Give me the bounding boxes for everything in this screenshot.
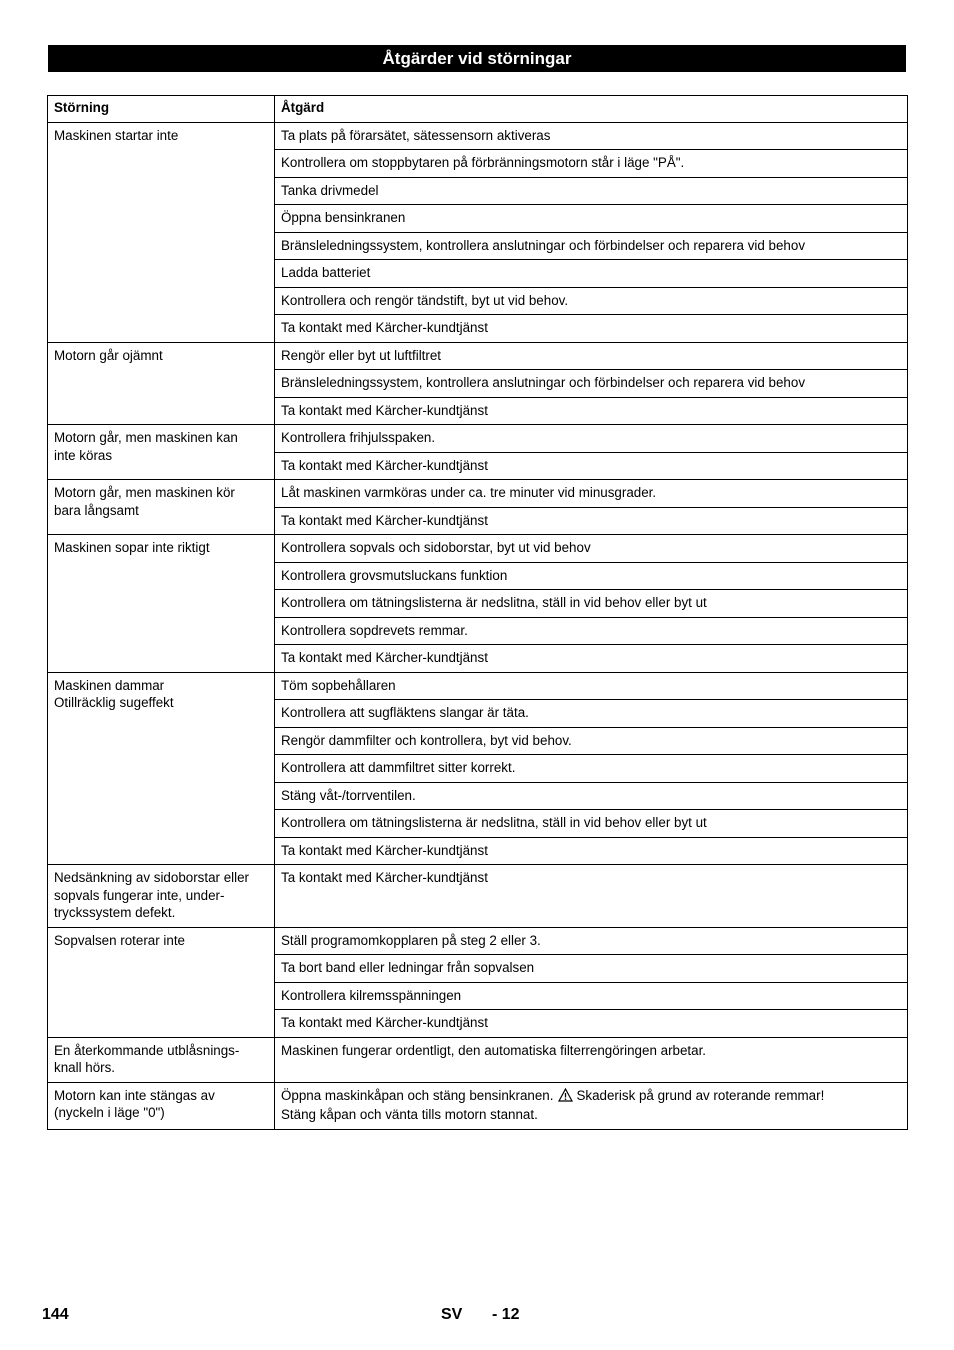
table-row — [48, 425, 908, 453]
action-cell: Kontrollera om tätningslisterna är nedslitna, ställ in vid behov eller byt ut — [275, 810, 908, 838]
fault-line: inte köras — [54, 447, 113, 463]
fault-line: Motorn går ojämnt — [54, 347, 163, 363]
table-row — [48, 927, 908, 955]
fault-line: Nedsänkning av sidoborstar eller — [54, 870, 250, 885]
fault-line: Maskinen sopar inte riktigt — [54, 540, 210, 555]
action-cell: Ställ programomkopplaren på steg 2 eller 3. — [275, 927, 908, 955]
fault-cell — [48, 1037, 275, 1082]
action-cell: Ta kontakt med Kärcher-kundtjänst — [275, 315, 908, 343]
action-cell: Kontrollera om tätningslisterna är nedslitna, ställ in vid behov eller byt ut — [275, 590, 908, 618]
page-number: 144 — [42, 1306, 69, 1323]
action-line — [281, 1087, 901, 1107]
action-cell: Kontrollera att sugfläktens slangar är täta. — [275, 700, 908, 728]
action-cell: Kontrollera och rengör tändstift, byt ut vid behov. — [275, 287, 908, 315]
action-cell: Kontrollera frihjulsspaken. — [275, 425, 908, 453]
action-cell: Ta kontakt med Kärcher-kundtjänst — [275, 1010, 908, 1038]
fault-line: Otillräcklig sugeffekt — [54, 695, 174, 710]
fault-line: tryckssystem defekt. — [54, 905, 176, 920]
fault-line: Motorn kan inte stängas av — [54, 1087, 215, 1103]
action-cell: Kontrollera grovsmutsluckans funktion — [275, 562, 908, 590]
table-row — [48, 535, 908, 563]
action-cell: Ta kontakt med Kärcher-kundtjänst — [275, 397, 908, 425]
action-cell: Maskinen fungerar ordentligt, den automatiska filterrengöringen arbetar. — [275, 1037, 908, 1082]
action-cell: Öppna bensinkranen — [275, 205, 908, 233]
fault-line: Motorn går, men maskinen kör — [54, 485, 235, 500]
table-row — [48, 122, 908, 150]
action-cell: Kontrollera kilremsspänningen — [275, 982, 908, 1010]
action-cell: Kontrollera om stoppbytaren på förbränningsmotorn står i läge "PÅ". — [275, 150, 908, 178]
table-row — [48, 865, 908, 928]
action-cell: Ta kontakt med Kärcher-kundtjänst — [275, 837, 908, 865]
fault-line: sopvals fungerar inte, under- — [54, 887, 225, 903]
action-cell: Bränsleledningssystem, kontrollera anslutningar och förbindelser och reparera vid behov — [275, 232, 908, 260]
action-cell: Ladda batteriet — [275, 260, 908, 288]
warning-text: Skaderisk på grund av roterande remmar! — [576, 1087, 825, 1103]
action-cell: Ta kontakt med Kärcher-kundtjänst — [275, 645, 908, 673]
fault-line: knall hörs. — [54, 1060, 116, 1075]
fault-cell — [48, 927, 275, 1037]
action-line: Stäng kåpan och vänta tills motorn stannat. — [281, 1107, 538, 1122]
header-fault: Störning — [48, 96, 275, 123]
fault-line: (nyckeln i läge "0") — [54, 1105, 165, 1120]
fault-line: En återkommande utblåsnings- — [54, 1042, 240, 1058]
fault-cell — [48, 342, 275, 425]
action-cell: Stäng våt-/torrventilen. — [275, 782, 908, 810]
fault-line: Maskinen dammar — [54, 677, 165, 693]
fault-line: Sopvalsen roterar inte — [54, 932, 186, 948]
fault-cell — [48, 1082, 275, 1129]
action-cell: Bränsleledningssystem, kontrollera anslutningar och förbindelser och reparera vid behov — [275, 370, 908, 398]
section-number: - 12 — [492, 1306, 520, 1323]
fault-cell — [48, 865, 275, 928]
header-action: Åtgärd — [275, 96, 908, 123]
table-row — [48, 1037, 908, 1082]
action-cell: Töm sopbehållaren — [275, 672, 908, 700]
action-cell: Ta kontakt med Kärcher-kundtjänst — [275, 865, 908, 928]
action-text: Öppna maskinkåpan och stäng bensinkranen. — [281, 1087, 554, 1103]
fault-cell — [48, 672, 275, 865]
action-cell: Kontrollera sopvals och sidoborstar, byt ut vid behov — [275, 535, 908, 563]
table-row — [48, 1082, 908, 1129]
warning-triangle-icon — [558, 1088, 573, 1107]
action-cell: Låt maskinen varmköras under ca. tre minuter vid minusgrader. — [275, 480, 908, 508]
table-body — [48, 122, 908, 1129]
action-cell: Rengör dammfilter och kontrollera, byt vid behov. — [275, 727, 908, 755]
action-cell: Ta plats på förarsätet, sätessensorn aktiveras — [275, 122, 908, 150]
action-cell: Rengör eller byt ut luftfiltret — [275, 342, 908, 370]
action-cell: Kontrollera att dammfiltret sitter korrekt. — [275, 755, 908, 783]
fault-line: bara långsamt — [54, 502, 139, 518]
fault-cell — [48, 425, 275, 480]
action-cell: Ta bort band eller ledningar från sopvalsen — [275, 955, 908, 983]
action-cell: Ta kontakt med Kärcher-kundtjänst — [275, 507, 908, 535]
table-row — [48, 672, 908, 700]
action-cell — [275, 1082, 908, 1129]
action-cell: Tanka drivmedel — [275, 177, 908, 205]
fault-line: Maskinen startar inte — [54, 127, 179, 143]
page-title: Åtgärder vid störningar — [48, 45, 906, 72]
troubleshooting-table — [47, 95, 908, 1130]
fault-line: Motorn går, men maskinen kan — [54, 430, 238, 445]
fault-cell — [48, 535, 275, 673]
fault-cell — [48, 480, 275, 535]
table-row — [48, 480, 908, 508]
action-cell: Kontrollera sopdrevets remmar. — [275, 617, 908, 645]
table-row — [48, 342, 908, 370]
fault-cell — [48, 122, 275, 342]
language-code: SV — [441, 1306, 463, 1323]
table-header-row — [48, 96, 908, 123]
action-cell: Ta kontakt med Kärcher-kundtjänst — [275, 452, 908, 480]
